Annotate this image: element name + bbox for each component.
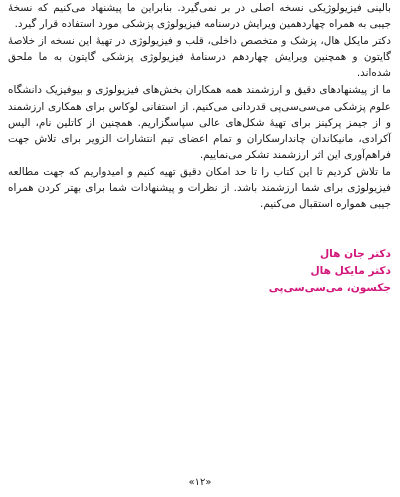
- paragraph-closing: ما تلاش کردیم تا این کتاب را تا حد امکان دقیق تهیه کنیم و امیدواریم که جهت مطالعه فیزیولوژی برای شما ارزشمند باشد. از نظرات و پیشنهادات شما برای بهتر کردن همراه جیبی همواره استقبال می‌کنیم.: [8, 165, 391, 211]
- signature-john-hall: دکتر جان هال: [319, 248, 391, 261]
- signature-michael-hall: دکتر مایکل هال: [310, 265, 391, 278]
- signature-block: [8, 246, 391, 297]
- paragraph-intro-continuation: بالینی فیزیولوژیکی نسخه اصلی در بر نمی‌گیرد. بنابراین ما پیشنهاد می‌کنیم که نسخهٔ جیبی به همراه چهاردهمین ویرایش درسنامه فیزیولوژی پزشکی مورد استفاده قرار گیرد.: [8, 2, 391, 31]
- paragraph-michael-hall: دکتر مایکل هال، پزشک و متخصص داخلی، قلب و فیزیولوژی در تهیهٔ این نسخه از خلاصهٔ گایتون و همچنین ویرایش چهاردهم درسنامهٔ فیزیولوژی پزشکی گایتون به ما ملحق شده‌اند.: [8, 35, 391, 80]
- paragraph-acknowledgements: ما از پیشنهادهای دقیق و ارزشمند همه همکاران بخش‌های فیزیولوژی و بیوفیزیک دانشگاه علوم پزشکی می‌سی‌سی‌پی قدردانی می‌کنیم. از استفانی لوکاس برای همکاری ارزشمند و از جیمز پرکینز برای تهیهٔ شکل‌های عالی سپاسگزاریم. همچنین از کاتلین نام، الیس آکرادی، مانیکاندان چاندارسکاران و تمام اعضای تیم انتشارات الزویر برای تلاش جهت فراهم‌آوری این اثر ارزشمند تشکر می‌نماییم.: [8, 84, 391, 161]
- signature-location: جکسون، می‌سی‌سی‌پی: [268, 282, 391, 295]
- page-number: «۱۲»: [188, 477, 212, 488]
